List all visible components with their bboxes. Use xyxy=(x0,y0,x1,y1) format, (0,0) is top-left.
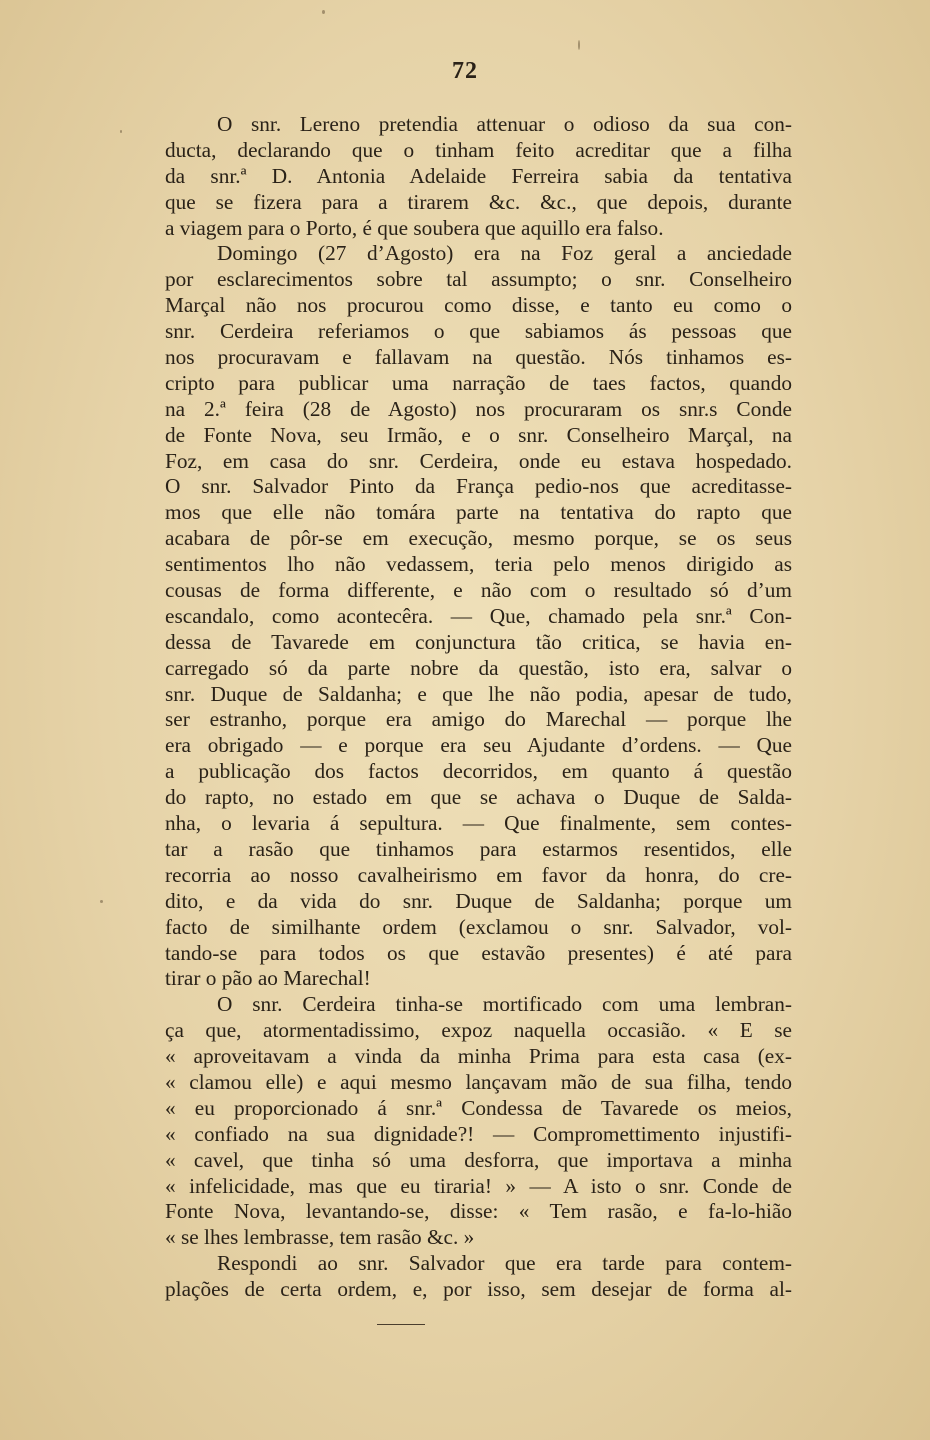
text-line: « eu proporcionado á snr.ª Condessa de Tavarede os meios, xyxy=(165,1095,792,1120)
text-line: plações de certa ordem, e, por isso, sem desejar de forma al- xyxy=(165,1277,792,1302)
text-line: « infelicidade, mas que eu tiraria! » — A isto o snr. Conde de xyxy=(165,1173,792,1198)
text-line: tirar o pão ao Marechal! xyxy=(165,966,371,991)
text-line: ser estranho, porque era amigo do Marechal — porque lhe xyxy=(165,707,792,732)
text-line: Marçal não nos procurou como disse, e tanto eu como o xyxy=(165,293,792,318)
text-line: ducta, declarando que o tinham feito acreditar que a filha xyxy=(165,137,792,162)
text-line: O snr. Cerdeira tinha-se mortificado com uma lembran- xyxy=(217,992,792,1017)
text-line: snr. Cerdeira referiamos o que sabiamos ás pessoas que xyxy=(165,319,792,344)
text-line: mos que elle não tomára parte na tentativa do rapto que xyxy=(165,500,792,525)
text-line: na 2.ª feira (28 de Agosto) nos procuraram os snr.s Conde xyxy=(165,396,792,421)
footer-rule xyxy=(377,1324,425,1325)
paper-speck xyxy=(578,40,580,50)
text-line: « aproveitavam a vinda da minha Prima para esta casa (ex- xyxy=(165,1044,792,1069)
text-line: a viagem para o Porto, é que soubera que aquillo era falso. xyxy=(165,215,664,240)
text-line: cousas de forma differente, e não com o resultado só d’um xyxy=(165,578,792,603)
text-line: « clamou elle) e aqui mesmo lançavam mão de sua filha, tendo xyxy=(165,1069,792,1094)
text-line: nos procuravam e fallavam na questão. Nós tinhamos es- xyxy=(165,345,792,370)
text-line: cripto para publicar uma narração de taes factos, quando xyxy=(165,370,792,395)
paper-speck xyxy=(322,10,325,14)
text-line: sentimentos lho não vedassem, teria pelo menos dirigido as xyxy=(165,552,792,577)
text-line: O snr. Salvador Pinto da França pedio-nos que acreditasse- xyxy=(165,474,792,499)
text-line: do rapto, no estado em que se achava o Duque de Salda- xyxy=(165,785,792,810)
paper-speck xyxy=(100,900,103,903)
text-line: recorria ao nosso cavalheirismo em favor da honra, do cre- xyxy=(165,862,792,887)
paper-speck xyxy=(120,130,122,133)
text-line: era obrigado — e porque era seu Ajudante d’ordens. — Que xyxy=(165,733,792,758)
body-text xyxy=(165,112,792,1303)
text-line: por esclarecimentos sobre tal assumpto; o snr. Conselheiro xyxy=(165,267,792,292)
text-line: acabara de pôr-se em execução, mesmo porque, se os seus xyxy=(165,526,792,551)
text-line: « cavel, que tinha só uma desforra, que importava a minha xyxy=(165,1147,792,1172)
text-line: carregado só da parte nobre da questão, isto era, salvar o xyxy=(165,655,792,680)
text-line: Foz, em casa do snr. Cerdeira, onde eu estava hospedado. xyxy=(165,448,792,473)
text-line: ça que, atormentadissimo, expoz naquella occasião. « E se xyxy=(165,1018,792,1043)
text-line: da snr.ª D. Antonia Adelaide Ferreira sabia da tentativa xyxy=(165,163,792,188)
text-line: tando-se para todos os que estavão presentes) é até para xyxy=(165,940,792,965)
text-line: « se lhes lembrasse, tem rasão &c. » xyxy=(165,1225,475,1250)
text-line: O snr. Lereno pretendia attenuar o odioso da sua con- xyxy=(217,112,792,136)
text-line: de Fonte Nova, seu Irmão, e o snr. Conselheiro Marçal, na xyxy=(165,422,792,447)
text-line: facto de similhante ordem (exclamou o snr. Salvador, vol- xyxy=(165,914,792,939)
text-line: « confiado na sua dignidade?! — Compromettimento injustifi- xyxy=(165,1121,792,1146)
text-line: dito, e da vida do snr. Duque de Saldanha; porque um xyxy=(165,888,792,913)
text-line: tar a rasão que tinhamos para estarmos resentidos, elle xyxy=(165,836,792,861)
text-line: snr. Duque de Saldanha; e que lhe não podia, apesar de tudo, xyxy=(165,681,792,706)
text-line: escandalo, como acontecêra. — Que, chamado pela snr.ª Con- xyxy=(165,603,792,628)
text-line: Fonte Nova, levantando-se, disse: « Tem rasão, e fa-lo-hião xyxy=(165,1199,792,1224)
text-line: a publicação dos factos decorridos, em quanto á questão xyxy=(165,759,792,784)
text-line: dessa de Tavarede em conjunctura tão critica, se havia en- xyxy=(165,629,792,654)
text-line: que se fizera para a tirarem &c. &c., que depois, durante xyxy=(165,189,792,214)
text-line: Domingo (27 d’Agosto) era na Foz geral a anciedade xyxy=(217,241,792,266)
page-number: 72 xyxy=(452,58,478,84)
text-line: nha, o levaria á sepultura. — Que finalmente, sem contes- xyxy=(165,811,792,836)
text-line: Respondi ao snr. Salvador que era tarde para contem- xyxy=(217,1251,792,1276)
